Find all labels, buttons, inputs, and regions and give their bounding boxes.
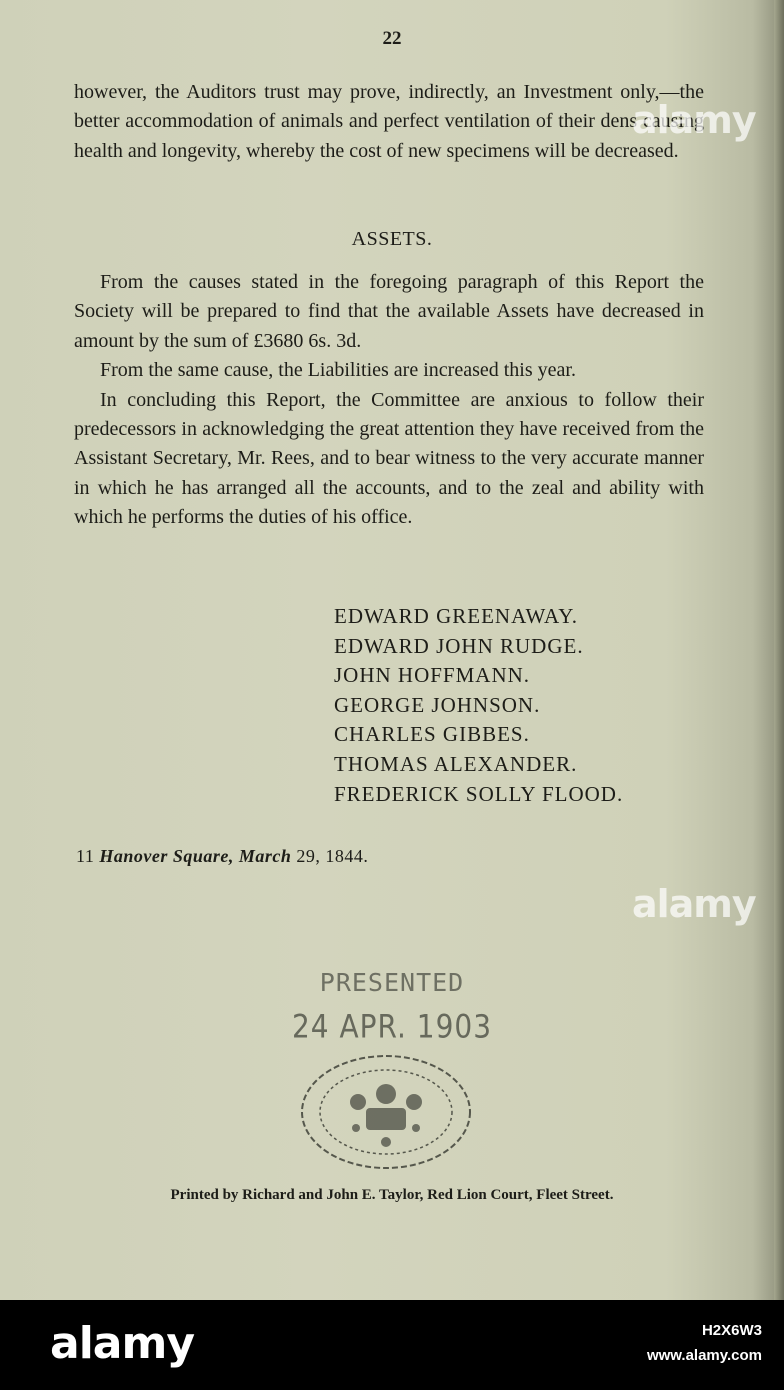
signatory: GEORGE JOHNSON.: [334, 692, 541, 717]
dateline-place: Hanover Square,: [99, 846, 234, 866]
signatory: EDWARD GREENAWAY.: [334, 604, 578, 628]
stamp-date: 24 APR. 1903: [291, 1007, 493, 1046]
watermark: alamy: [632, 98, 756, 142]
assets-section: [74, 268, 704, 533]
signatory: CHARLES GIBBES.: [334, 722, 530, 747]
signatory: EDWARD JOHN RUDGE.: [334, 633, 584, 658]
dateline: [76, 846, 368, 867]
signatories-list: [334, 602, 623, 809]
paragraph-liabilities: From the same cause, the Liabilities are increased this year.: [100, 359, 576, 382]
watermark: alamy: [632, 882, 756, 926]
dateline-month: March: [238, 846, 292, 866]
presented-stamp: PRESENTED: [319, 968, 465, 997]
dateline-date: 29, 1844.: [296, 846, 369, 866]
image-id: H2X6W3: [701, 1322, 762, 1339]
signatory: FREDERICK SOLLY FLOOD.: [334, 781, 624, 806]
site-url: www.alamy.com: [646, 1347, 762, 1364]
assets-heading: ASSETS.: [351, 228, 433, 250]
page-number: 22: [382, 28, 402, 49]
paragraph-assets: From the causes stated in the foregoing paragraph of this Report the Society will be prepared to find that the available Assets have decreased in amount by the sum of £3680 6s. 3d.: [74, 271, 704, 352]
brand-logo: alamy: [50, 1318, 194, 1369]
dateline-number: 11: [76, 846, 95, 866]
page-edge: [774, 0, 784, 1300]
paragraph-concluding: In concluding this Report, the Committee are anxious to follow their predecessors in acknowledging the great attention they have received from the Assistant Secretary, Mr. Rees, and to bear witness to the very accurate manner in which he has arranged all the accounts, and to the zeal and ability with which he performs the duties of his office.: [74, 388, 704, 529]
signatory: JOHN HOFFMANN.: [334, 663, 531, 688]
intro-paragraph: however, the Auditors trust may prove, indirectly, an Investment only,—the better accommodation of animals and perfect ventilation of their dens causing health and longevity, whereby the cost of new specimens will be decreased.: [74, 81, 704, 162]
printer-imprint: Printed by Richard and John E. Taylor, Red Lion Court, Fleet Street.: [170, 1187, 614, 1203]
signatory: THOMAS ALEXANDER.: [334, 751, 578, 776]
